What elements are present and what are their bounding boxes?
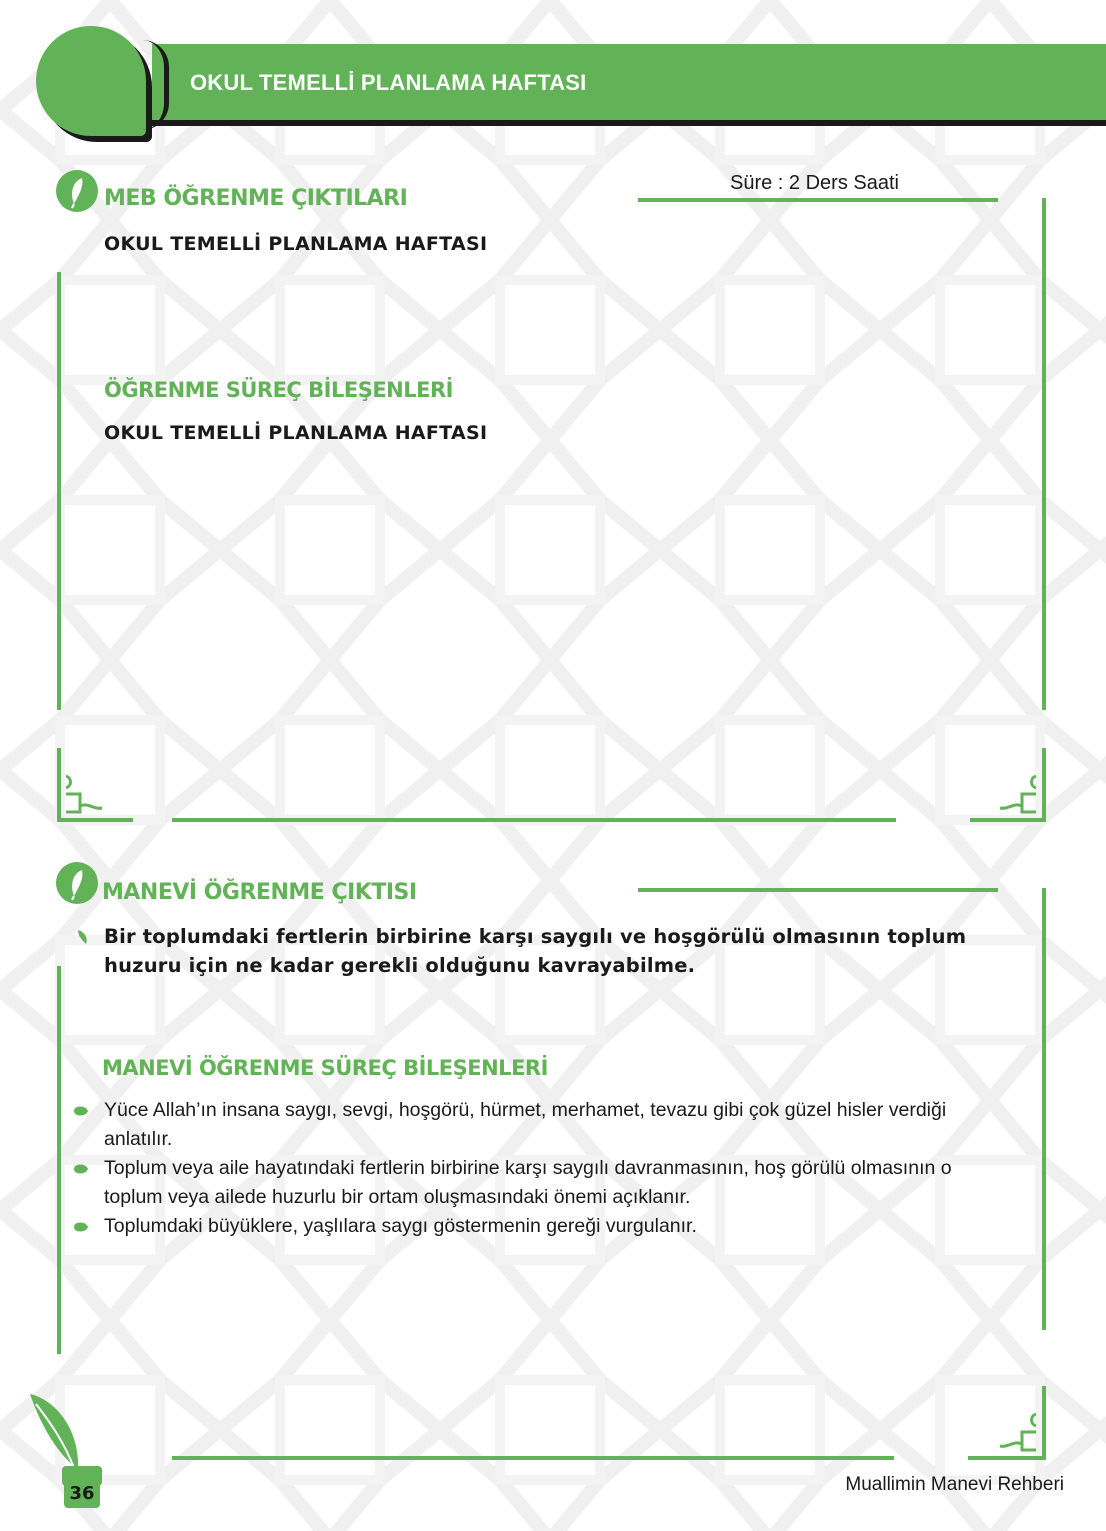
quill-icon	[26, 1390, 106, 1490]
feather-icon	[56, 862, 98, 904]
section-subtitle-process: ÖĞRENME SÜREÇ BİLEŞENLERİ	[104, 378, 453, 402]
list-item	[72, 1154, 992, 1212]
ornament-left-icon	[62, 772, 112, 822]
ornament-right-icon	[990, 772, 1040, 822]
duration-underline	[638, 198, 998, 202]
list-item	[72, 1212, 992, 1241]
meb-outcome-item: OKUL TEMELLİ PLANLAMA HAFTASI	[104, 233, 488, 255]
bullet-icon	[72, 1221, 90, 1233]
list-item-text: Toplumdaki büyüklere, yaşlılara saygı göstermenin gereği vurgulanır.	[104, 1215, 697, 1237]
list-item-text: Yüce Allah’ın insana saygı, sevgi, hoşgörü, hürmet, merhamet, tevazu gibi çok güzel hisler verdiği anlatılır.	[104, 1099, 947, 1150]
list-item-text: Toplum veya aile hayatındaki fertlerin birbirine karşı saygılı davranmasının, hoş görülü olmasının o toplum veya ailede huzurlu bir ortam oluşmasındaki önemi açıklanır.	[104, 1157, 952, 1208]
section-title-spiritual-outcome: MANEVİ ÖĞRENME ÇIKTISI	[102, 880, 417, 905]
book-title: Muallimin Manevi Rehberi	[845, 1474, 1064, 1495]
frame2-right-line	[1042, 888, 1046, 1330]
section2-top-line	[638, 888, 998, 892]
page-title: OKUL TEMELLİ PLANLAMA HAFTASI	[190, 70, 587, 95]
page-number: 36	[64, 1480, 100, 1508]
frame2-right-lower-line	[1042, 1386, 1046, 1458]
frame-right-line	[1042, 198, 1046, 710]
process-item: OKUL TEMELLİ PLANLAMA HAFTASI	[104, 422, 488, 444]
bullet-icon	[72, 1163, 90, 1175]
frame2-left-line	[57, 966, 61, 1354]
section-title-meb-outcomes: MEB ÖĞRENME ÇIKTILARI	[104, 186, 408, 211]
feather-icon	[56, 170, 98, 212]
frame-left-line	[57, 272, 61, 710]
frame-left-lower-line	[57, 748, 61, 820]
process-bullet-list	[72, 1096, 992, 1241]
ornament-right-icon	[990, 1410, 1040, 1460]
frame-right-lower-line	[1042, 748, 1046, 820]
spiritual-outcome-text: Bir toplumdaki fertlerin birbirine karşı saygılı ve hoşgörülü olmasının toplum huzuru için ne kadar gerekli olduğunu kavrayabilme.	[104, 925, 967, 977]
header-badge	[36, 26, 146, 136]
duration-label: Süre : 2 Ders Saati	[730, 172, 899, 194]
leaf-bullet-icon	[76, 928, 90, 946]
header-divider	[142, 40, 169, 130]
frame2-bottom-line	[172, 1456, 894, 1460]
bullet-icon	[72, 1105, 90, 1117]
frame-bottom-line	[172, 818, 896, 822]
list-item	[72, 1096, 992, 1154]
section-subtitle-spiritual-process: MANEVİ ÖĞRENME SÜREÇ BİLEŞENLERİ	[102, 1056, 548, 1080]
